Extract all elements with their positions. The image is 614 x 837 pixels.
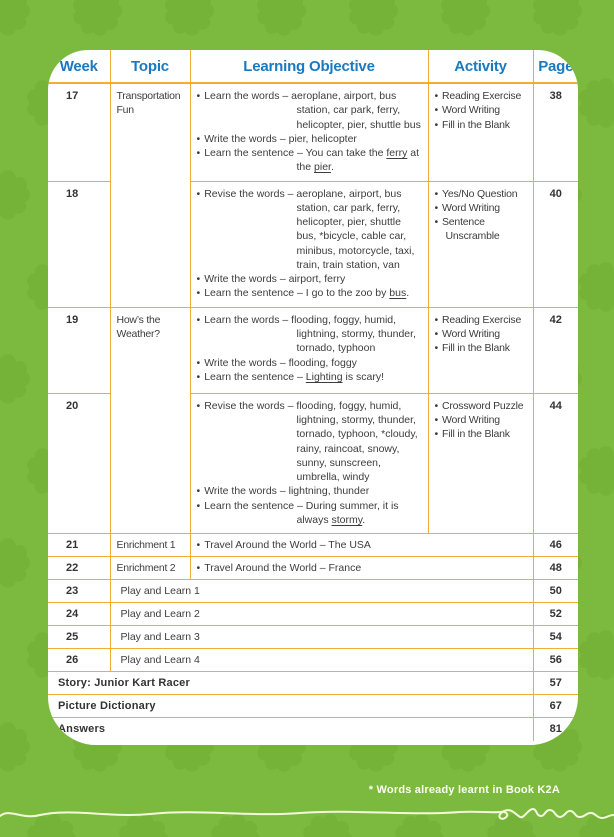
objective-cell bbox=[190, 393, 428, 533]
page-number: 57 bbox=[533, 672, 578, 695]
week-number: 23 bbox=[48, 580, 110, 603]
activity-cell bbox=[428, 181, 533, 307]
objective-cell bbox=[190, 534, 533, 557]
objective-bullet: • Write the words – airport, ferry bbox=[196, 273, 346, 286]
bullet-icon: • bbox=[196, 187, 201, 200]
topic-cell: Enrichment 2 bbox=[110, 557, 190, 580]
bullet-icon: • bbox=[434, 201, 438, 214]
bullet-icon: • bbox=[434, 342, 438, 355]
activity-item: • Word Writing bbox=[434, 201, 500, 214]
page-number: 52 bbox=[533, 603, 578, 626]
objective-cell bbox=[190, 307, 428, 393]
table-row bbox=[48, 534, 578, 557]
table-row bbox=[48, 557, 578, 580]
bullet-icon: • bbox=[196, 313, 201, 326]
bullet-icon: • bbox=[196, 485, 201, 498]
page-number: 46 bbox=[533, 534, 578, 557]
table-row bbox=[48, 718, 578, 741]
objective-cell bbox=[190, 181, 428, 307]
bullet-icon: • bbox=[196, 287, 201, 300]
activity-item: • Crossword Puzzle bbox=[434, 399, 524, 412]
bullet-icon: • bbox=[196, 132, 201, 145]
column-header-objective: Learning Objective bbox=[190, 50, 428, 83]
activity-item: • Fill in the Blank bbox=[434, 118, 510, 131]
activity-item: • Reading Exercise bbox=[434, 90, 522, 102]
week-number: 22 bbox=[48, 557, 110, 580]
week-number: 26 bbox=[48, 649, 110, 672]
week-number: 19 bbox=[48, 307, 110, 393]
topic-cell: Play and Learn 1 bbox=[110, 580, 533, 603]
week-number: 17 bbox=[48, 83, 110, 181]
objective-bullet: • Learn the words – flooding, foggy, humid, lightning, stormy, thunder, tornado, typhoon bbox=[196, 313, 416, 355]
bullet-icon: • bbox=[434, 118, 438, 131]
bullet-icon: • bbox=[434, 104, 438, 117]
objective-cell bbox=[190, 557, 533, 580]
column-header-week: Week bbox=[48, 50, 110, 83]
activity-cell bbox=[428, 307, 533, 393]
bullet-icon: • bbox=[196, 147, 201, 160]
topic-cell: How’s the Weather? bbox=[110, 307, 190, 533]
bullet-icon: • bbox=[196, 356, 201, 369]
week-number: 24 bbox=[48, 603, 110, 626]
bullet-icon: • bbox=[434, 187, 438, 200]
page-number: 48 bbox=[533, 557, 578, 580]
table-row bbox=[48, 626, 578, 649]
week-number: 25 bbox=[48, 626, 110, 649]
column-header-page: Page bbox=[533, 50, 578, 83]
objective-bullet: • Revise the words – aeroplane, airport, bus station, car park, ferry, helicopter, pier, shuttle bus, *bicycle, cable car, minibus, motorcycle, taxi, train, train station, van bbox=[196, 187, 415, 271]
page-number: 38 bbox=[533, 83, 578, 181]
objective-bullet: • Learn the sentence – During summer, it is always stormy. bbox=[196, 499, 399, 526]
topic-cell: Play and Learn 4 bbox=[110, 649, 533, 672]
activity-item: • Fill in the Blank bbox=[434, 342, 510, 355]
topic-cell: Enrichment 1 bbox=[110, 534, 190, 557]
bullet-icon: • bbox=[196, 562, 201, 575]
table-row bbox=[48, 307, 578, 393]
activity-cell bbox=[428, 83, 533, 181]
bullet-icon: • bbox=[196, 370, 201, 383]
bullet-icon: • bbox=[434, 90, 438, 102]
bullet-icon: • bbox=[434, 327, 438, 340]
week-number: 20 bbox=[48, 393, 110, 533]
bullet-icon: • bbox=[196, 399, 201, 412]
bullet-icon: • bbox=[434, 216, 438, 229]
page-number: 67 bbox=[533, 695, 578, 718]
table-row bbox=[48, 695, 578, 718]
bullet-icon: • bbox=[196, 273, 201, 286]
topic-cell: Transportation Fun bbox=[110, 83, 190, 307]
activity-item: • Word Writing bbox=[434, 327, 500, 340]
wavy-divider-icon bbox=[0, 796, 614, 832]
page-number: 81 bbox=[533, 718, 578, 741]
bullet-icon: • bbox=[196, 90, 201, 102]
column-header-activity: Activity bbox=[428, 50, 533, 83]
activity-item: • Yes/No Question bbox=[434, 187, 518, 200]
objective-bullet: • Learn the sentence – You can take the ferry at the pier. bbox=[196, 147, 420, 174]
page-number: 54 bbox=[533, 626, 578, 649]
column-header-topic: Topic bbox=[110, 50, 190, 83]
page-number: 44 bbox=[533, 393, 578, 533]
objective-bullet: • Write the words – pier, helicopter bbox=[196, 132, 357, 145]
objective-bullet: • Travel Around the World – France bbox=[196, 562, 362, 575]
topic-cell: Play and Learn 2 bbox=[110, 603, 533, 626]
activity-item: • Reading Exercise bbox=[434, 313, 522, 326]
objective-cell bbox=[190, 83, 428, 181]
table-row bbox=[48, 649, 578, 672]
activity-cell bbox=[428, 393, 533, 533]
page-number: 50 bbox=[533, 580, 578, 603]
footnote: * Words already learnt in Book K2A bbox=[368, 784, 560, 796]
objective-bullet: • Write the words – flooding, foggy bbox=[196, 356, 357, 369]
section-title: Answers bbox=[48, 718, 533, 741]
page-number: 40 bbox=[533, 181, 578, 307]
objective-bullet: • Revise the words – flooding, foggy, humid, lightning, stormy, thunder, tornado, typhoon, *cloudy, rainy, raincoat, snowy, sunny, sunscreen, umbrella, windy bbox=[196, 399, 418, 484]
activity-item: • Word Writing bbox=[434, 104, 500, 117]
objective-bullet: • Write the words – lightning, thunder bbox=[196, 485, 370, 498]
table-row bbox=[48, 603, 578, 626]
table-row bbox=[48, 672, 578, 695]
week-number: 18 bbox=[48, 181, 110, 307]
activity-item: • Sentence Unscramble bbox=[434, 216, 500, 243]
table-row bbox=[48, 580, 578, 603]
topic-cell: Play and Learn 3 bbox=[110, 626, 533, 649]
bullet-icon: • bbox=[196, 539, 201, 552]
bullet-icon: • bbox=[434, 413, 438, 426]
bullet-icon: • bbox=[434, 428, 438, 441]
activity-item: • Fill in the Blank bbox=[434, 428, 510, 441]
week-number: 21 bbox=[48, 534, 110, 557]
bullet-icon: • bbox=[196, 499, 201, 512]
objective-bullet: • Learn the sentence – I go to the zoo by bus. bbox=[196, 287, 410, 300]
section-title: Story: Junior Kart Racer bbox=[48, 672, 533, 695]
bullet-icon: • bbox=[434, 313, 438, 326]
objective-bullet: • Learn the words – aeroplane, airport, bus station, car park, ferry, helicopter, pier, shuttle bus bbox=[196, 90, 421, 131]
contents-card bbox=[48, 50, 578, 745]
page-number: 42 bbox=[533, 307, 578, 393]
table-header-row bbox=[48, 50, 578, 83]
page-number: 56 bbox=[533, 649, 578, 672]
activity-item: • Word Writing bbox=[434, 413, 500, 426]
section-title: Picture Dictionary bbox=[48, 695, 533, 718]
contents-table bbox=[48, 50, 578, 741]
objective-bullet: • Learn the sentence – Lighting is scary! bbox=[196, 370, 384, 383]
bullet-icon: • bbox=[434, 399, 438, 412]
table-row bbox=[48, 83, 578, 181]
objective-bullet: • Travel Around the World – The USA bbox=[196, 539, 371, 552]
